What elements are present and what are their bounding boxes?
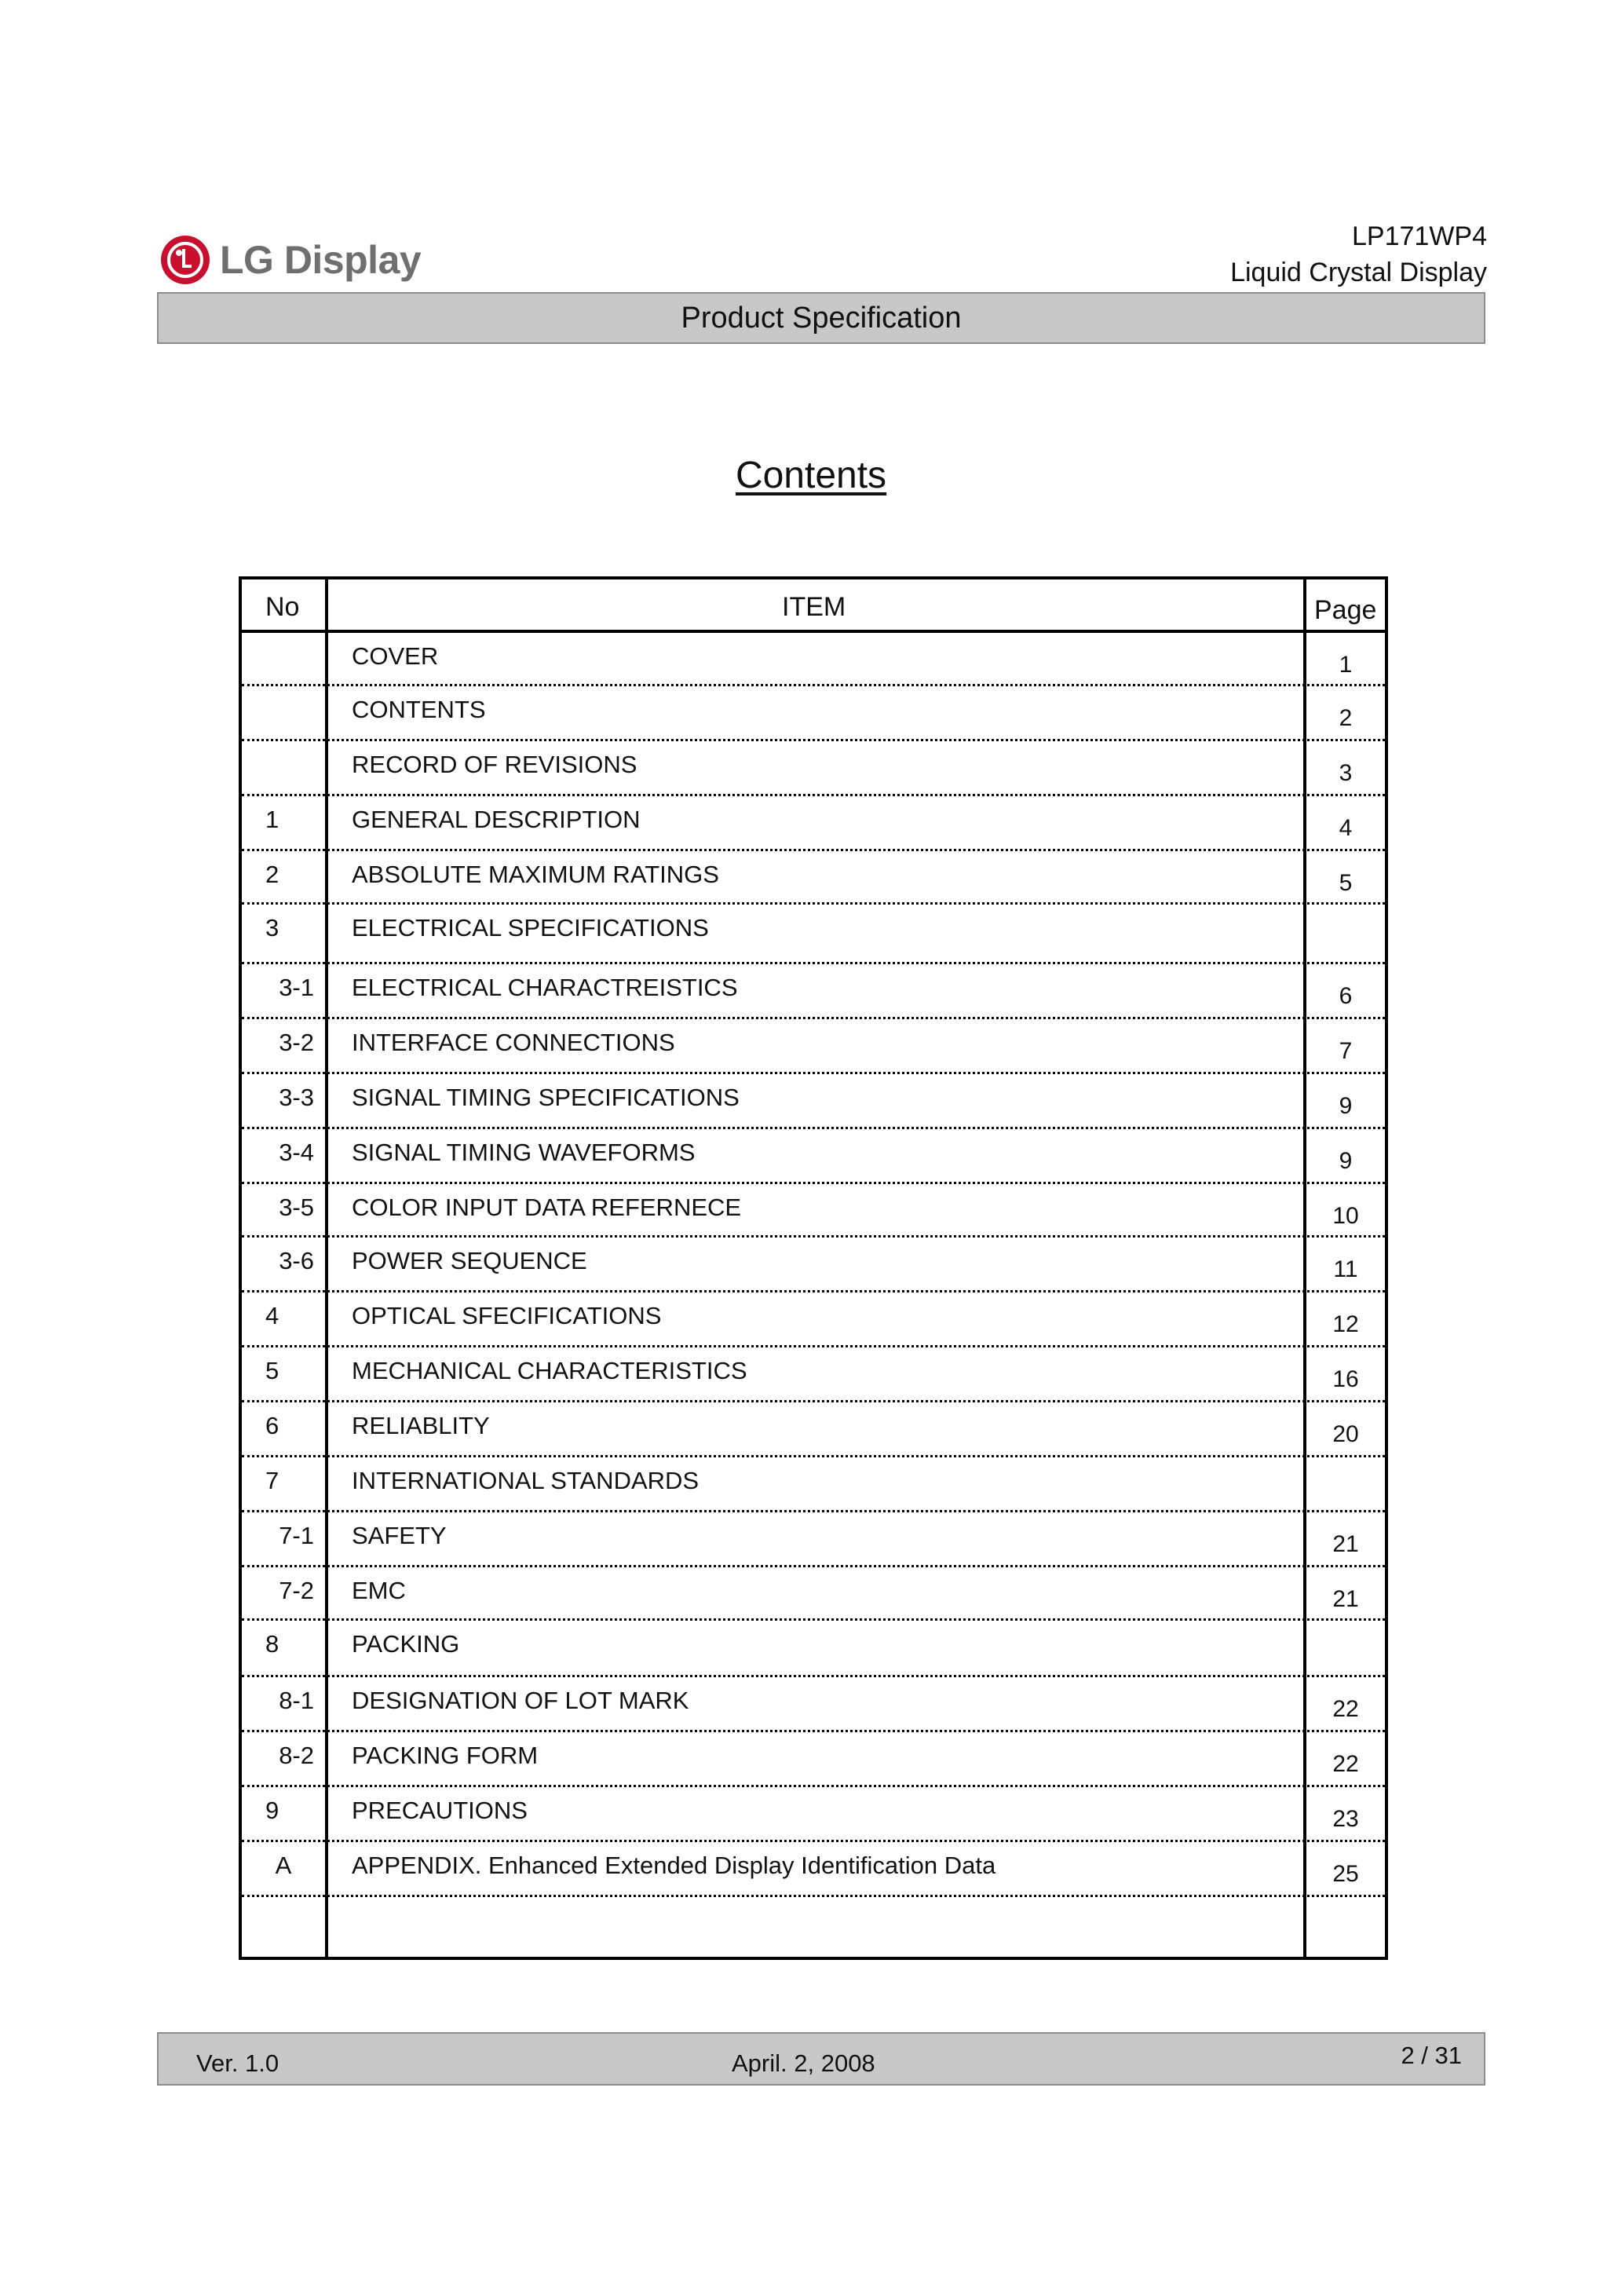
row-number: 2 <box>265 861 279 888</box>
table-row <box>242 1457 1385 1512</box>
table-row <box>242 741 1385 796</box>
row-number: 3-6 <box>279 1247 314 1274</box>
row-number: 8-2 <box>279 1742 314 1769</box>
row-item: ABSOLUTE MAXIMUM RATINGS <box>352 861 719 888</box>
table-row <box>242 1129 1385 1184</box>
row-page: 9 <box>1339 1093 1353 1119</box>
row-page: 21 <box>1332 1586 1359 1612</box>
row-page: 4 <box>1339 815 1353 841</box>
row-number: 7-2 <box>279 1577 314 1604</box>
row-page: 1 <box>1339 652 1353 678</box>
lg-display-logo <box>160 234 421 286</box>
row-number: 1 <box>265 806 279 833</box>
table-row <box>242 1074 1385 1129</box>
row-number: 3-4 <box>279 1139 314 1166</box>
row-page: 23 <box>1332 1806 1359 1832</box>
row-item: SIGNAL TIMING SPECIFICATIONS <box>352 1084 740 1111</box>
row-number: 9 <box>265 1797 279 1824</box>
row-number: 4 <box>265 1302 279 1329</box>
row-item: POWER SEQUENCE <box>352 1247 587 1274</box>
table-row <box>242 905 1385 964</box>
page-number: 2 / 31 <box>1401 2042 1462 2069</box>
row-item: COVER <box>352 642 439 670</box>
row-number: 7-1 <box>279 1522 314 1549</box>
row-page: 3 <box>1339 760 1353 786</box>
row-number: 7 <box>265 1467 279 1494</box>
page-title: Contents <box>735 455 887 496</box>
table-row <box>242 633 1385 686</box>
table-row <box>242 1292 1385 1347</box>
row-item: COLOR INPUT DATA REFERNECE <box>352 1194 742 1221</box>
document-version: Ver. 1.0 <box>196 2049 279 2077</box>
row-item: OPTICAL SFECIFICATIONS <box>352 1302 662 1329</box>
column-header-page: Page <box>1314 595 1377 625</box>
row-number: 3-1 <box>279 974 314 1001</box>
row-item: PRECAUTIONS <box>352 1797 528 1824</box>
row-page: 25 <box>1332 1861 1359 1887</box>
table-row <box>242 851 1385 905</box>
contents-table <box>239 576 1388 1960</box>
brand-name: LG Display <box>220 238 422 282</box>
row-number: A <box>275 1852 292 1879</box>
row-number: 3 <box>265 914 279 941</box>
column-header-no: No <box>265 592 300 622</box>
row-number: 6 <box>265 1412 279 1439</box>
row-page: 21 <box>1332 1531 1359 1557</box>
table-row <box>242 1677 1385 1732</box>
row-page: 7 <box>1339 1038 1353 1064</box>
model-number: LP171WP4 <box>1352 221 1487 251</box>
row-item: ELECTRICAL SPECIFICATIONS <box>352 914 709 941</box>
table-row <box>242 1184 1385 1238</box>
table-row <box>242 1621 1385 1677</box>
row-item: APPENDIX. Enhanced Extended Display Identification Data <box>352 1852 996 1879</box>
row-item: EMC <box>352 1577 406 1604</box>
product-type: Liquid Crystal Display <box>1230 258 1487 287</box>
row-item: RECORD OF REVISIONS <box>352 751 637 778</box>
row-page: 22 <box>1332 1696 1359 1722</box>
table-row <box>242 964 1385 1019</box>
row-number: 3-5 <box>279 1194 314 1221</box>
row-page: 12 <box>1332 1311 1359 1337</box>
row-number: 3-3 <box>279 1084 314 1111</box>
row-item: MECHANICAL CHARACTERISTICS <box>352 1357 747 1384</box>
row-item: GENERAL DESCRIPTION <box>352 806 641 833</box>
table-row <box>242 1402 1385 1457</box>
row-page: 2 <box>1339 705 1353 731</box>
table-row <box>242 796 1385 851</box>
table-row <box>242 1238 1385 1292</box>
table-row <box>242 1787 1385 1842</box>
row-page: 6 <box>1339 983 1353 1009</box>
row-item: DESIGNATION OF LOT MARK <box>352 1687 689 1714</box>
row-page: 16 <box>1332 1366 1359 1392</box>
table-row <box>242 1732 1385 1787</box>
row-item: INTERNATIONAL STANDARDS <box>352 1467 700 1494</box>
row-item: SAFETY <box>352 1522 447 1549</box>
table-row <box>242 1567 1385 1621</box>
table-row <box>242 1512 1385 1567</box>
contents-table-header <box>242 579 1385 633</box>
row-number: 8 <box>265 1630 279 1658</box>
row-page: 11 <box>1333 1256 1358 1282</box>
row-item: SIGNAL TIMING WAVEFORMS <box>352 1139 696 1166</box>
table-row <box>242 1347 1385 1402</box>
row-item: PACKING <box>352 1630 460 1658</box>
row-number: 5 <box>265 1357 279 1384</box>
row-item: RELIABLITY <box>352 1412 490 1439</box>
row-item: PACKING FORM <box>352 1742 539 1769</box>
table-row <box>242 1019 1385 1074</box>
header-bar-title: Product Specification <box>681 301 962 335</box>
row-number: 8-1 <box>279 1687 314 1714</box>
document-date: April. 2, 2008 <box>732 2049 875 2077</box>
row-page: 5 <box>1339 870 1353 896</box>
row-item: CONTENTS <box>352 696 486 723</box>
footer-bar <box>157 2032 1485 2086</box>
row-page: 20 <box>1332 1421 1359 1447</box>
column-header-item: ITEM <box>782 592 846 622</box>
row-number: 3-2 <box>279 1029 314 1056</box>
lg-logo-icon <box>160 235 210 285</box>
row-item: INTERFACE CONNECTIONS <box>352 1029 675 1056</box>
table-row <box>242 686 1385 741</box>
row-page: 10 <box>1332 1203 1359 1229</box>
table-row <box>242 1842 1385 1897</box>
header-bar <box>157 292 1485 344</box>
row-page: 22 <box>1332 1751 1359 1777</box>
row-page: 9 <box>1339 1148 1353 1174</box>
row-item: ELECTRICAL CHARACTREISTICS <box>352 974 738 1001</box>
